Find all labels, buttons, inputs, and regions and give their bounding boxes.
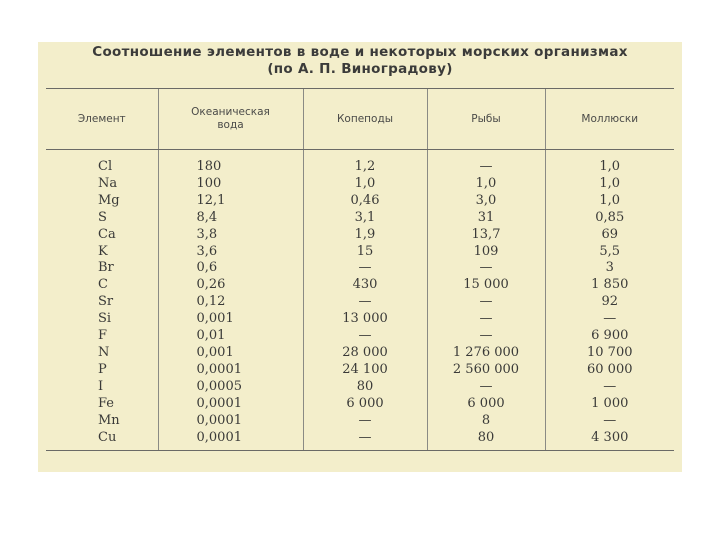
cell-ocean-water: 0,12 xyxy=(158,294,303,311)
cell-copepods: 0,46 xyxy=(303,193,427,210)
elements-table xyxy=(46,88,674,451)
cell-ocean-water: 0,0001 xyxy=(158,430,303,451)
table-row xyxy=(46,227,674,244)
table-row xyxy=(46,362,674,379)
cell-copepods: 6 000 xyxy=(303,396,427,413)
table-row xyxy=(46,260,674,277)
cell-element: S xyxy=(98,209,107,225)
cell-copepods: 430 xyxy=(303,277,427,294)
cell-mollusks: 6 900 xyxy=(545,328,674,345)
cell-copepods: 15 xyxy=(303,244,427,261)
header-element: Элемент xyxy=(46,89,158,150)
cell-fish: — xyxy=(427,311,545,328)
table-row xyxy=(46,150,674,176)
cell-copepods: 13 000 xyxy=(303,311,427,328)
cell-mollusks: 10 700 xyxy=(545,345,674,362)
cell-copepods: 80 xyxy=(303,379,427,396)
cell-fish: 13,7 xyxy=(427,227,545,244)
table-row xyxy=(46,345,674,362)
cell-mollusks: — xyxy=(545,311,674,328)
cell-copepods: 28 000 xyxy=(303,345,427,362)
table-row xyxy=(46,244,674,261)
cell-fish: — xyxy=(427,294,545,311)
table-body xyxy=(46,150,674,451)
cell-fish: 2 560 000 xyxy=(427,362,545,379)
subtitle-line: (по А. П. Виноградову) xyxy=(267,61,453,77)
cell-fish: 109 xyxy=(427,244,545,261)
cell-mollusks: 3 xyxy=(545,260,674,277)
cell-ocean-water: 3,6 xyxy=(158,244,303,261)
table-title xyxy=(38,44,682,78)
cell-mollusks: 1 000 xyxy=(545,396,674,413)
table-row xyxy=(46,396,674,413)
cell-element: Br xyxy=(98,260,114,276)
cell-copepods: 1,0 xyxy=(303,176,427,193)
cell-ocean-water: 0,6 xyxy=(158,260,303,277)
cell-ocean-water: 180 xyxy=(158,150,303,176)
cell-element: Ca xyxy=(98,226,116,242)
cell-element: K xyxy=(98,243,108,259)
cell-element: I xyxy=(98,378,104,394)
cell-ocean-water: 0,0001 xyxy=(158,413,303,430)
header-row xyxy=(46,89,674,150)
cell-ocean-water: 0,0001 xyxy=(158,362,303,379)
table-row xyxy=(46,311,674,328)
table-row xyxy=(46,379,674,396)
cell-fish: 15 000 xyxy=(427,277,545,294)
cell-mollusks: 5,5 xyxy=(545,244,674,261)
table-row xyxy=(46,413,674,430)
cell-mollusks: — xyxy=(545,379,674,396)
table-row xyxy=(46,328,674,345)
cell-fish: 6 000 xyxy=(427,396,545,413)
cell-fish: 80 xyxy=(427,430,545,451)
header-copepods: Копеподы xyxy=(303,89,427,150)
cell-ocean-water: 3,8 xyxy=(158,227,303,244)
cell-mollusks: 1,0 xyxy=(545,176,674,193)
cell-mollusks: 1 850 xyxy=(545,277,674,294)
cell-mollusks: 0,85 xyxy=(545,210,674,227)
cell-element: Cu xyxy=(46,430,158,451)
header-ocean-water xyxy=(158,89,303,150)
cell-element: Mg xyxy=(98,192,120,208)
table-row xyxy=(46,176,674,193)
cell-copepods: 1,2 xyxy=(303,150,427,176)
cell-fish: 1 276 000 xyxy=(427,345,545,362)
cell-element: N xyxy=(98,344,110,360)
scanned-page xyxy=(38,42,682,472)
cell-mollusks: 1,0 xyxy=(545,150,674,176)
cell-mollusks: 69 xyxy=(545,227,674,244)
cell-fish: — xyxy=(427,150,545,176)
cell-copepods: — xyxy=(303,294,427,311)
cell-mollusks: 92 xyxy=(545,294,674,311)
table-row xyxy=(46,294,674,311)
cell-ocean-water: 0,001 xyxy=(158,345,303,362)
cell-ocean-water: 0,26 xyxy=(158,277,303,294)
cell-fish: 3,0 xyxy=(427,193,545,210)
cell-element: Na xyxy=(98,175,118,191)
header-ocean-water-label: Океаническая вода xyxy=(191,106,270,131)
cell-fish: 1,0 xyxy=(427,176,545,193)
cell-copepods: — xyxy=(303,413,427,430)
cell-element: Sr xyxy=(98,294,114,310)
cell-element: C xyxy=(98,277,108,293)
cell-ocean-water: 12,1 xyxy=(158,193,303,210)
cell-element: Si xyxy=(98,311,112,327)
title-line: Соотношение элементов в воде и некоторых морских организмах xyxy=(92,44,628,60)
header-mollusks: Моллюски xyxy=(545,89,674,150)
cell-ocean-water: 0,0005 xyxy=(158,379,303,396)
cell-element: Fe xyxy=(98,395,115,411)
cell-copepods: 1,9 xyxy=(303,227,427,244)
cell-element: Mn xyxy=(98,412,120,428)
table-row xyxy=(46,210,674,227)
cell-fish: — xyxy=(427,379,545,396)
cell-copepods: — xyxy=(303,328,427,345)
cell-mollusks: 60 000 xyxy=(545,362,674,379)
cell-fish: — xyxy=(427,328,545,345)
cell-copepods: 3,1 xyxy=(303,210,427,227)
cell-fish: 31 xyxy=(427,210,545,227)
header-fish: Рыбы xyxy=(427,89,545,150)
cell-ocean-water: 0,0001 xyxy=(158,396,303,413)
cell-ocean-water: 8,4 xyxy=(158,210,303,227)
cell-ocean-water: 100 xyxy=(158,176,303,193)
cell-copepods: — xyxy=(303,260,427,277)
cell-element: Cl xyxy=(98,159,113,174)
cell-element: P xyxy=(98,361,107,377)
cell-mollusks: 1,0 xyxy=(545,193,674,210)
cell-ocean-water: 0,01 xyxy=(158,328,303,345)
cell-mollusks: — xyxy=(545,413,674,430)
cell-fish: 8 xyxy=(427,413,545,430)
table-row xyxy=(46,277,674,294)
cell-element: F xyxy=(98,328,108,344)
cell-copepods: 24 100 xyxy=(303,362,427,379)
cell-copepods: — xyxy=(303,430,427,451)
cell-fish: — xyxy=(427,260,545,277)
table-row xyxy=(46,430,674,451)
cell-ocean-water: 0,001 xyxy=(158,311,303,328)
cell-mollusks: 4 300 xyxy=(545,430,674,451)
table-row xyxy=(46,193,674,210)
